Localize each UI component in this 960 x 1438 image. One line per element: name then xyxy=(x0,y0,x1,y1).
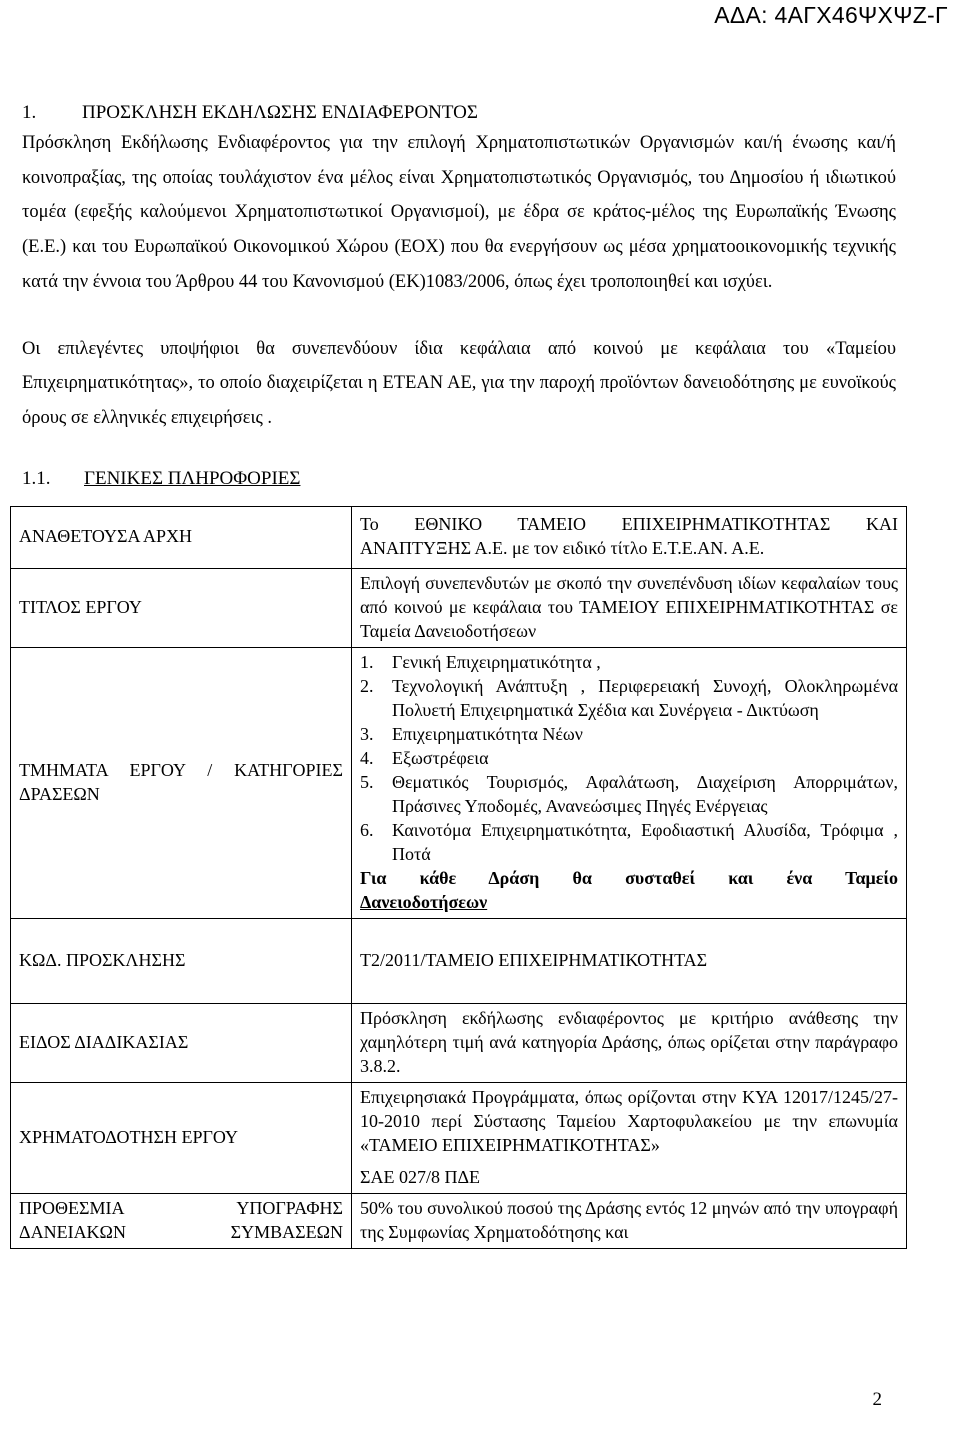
deadline-value: 50% του συνολικού ποσού της Δράσης εντός 12 μηνών από την υπογραφή της Συμφωνίας Χρηματοδότησης και xyxy=(352,1193,907,1248)
list-item-text: Γενική Επιχειρηματικότητα , xyxy=(392,651,601,672)
deadline-label: ΠΡΟΘΕΣΜΙΑ ΥΠΟΓΡΑΦΗΣ ΔΑΝΕΙΑΚΩΝ ΣΥΜΒΑΣΕΩΝ xyxy=(11,1193,352,1248)
table-row-title xyxy=(11,568,907,647)
call-code-label: ΚΩΔ. ΠΡΟΣΚΛΗΣΗΣ xyxy=(11,918,352,1003)
list-item-text: Επιχειρηματικότητα Νέων xyxy=(392,723,583,744)
section-title: ΠΡΟΣΚΛΗΣΗ ΕΚΔΗΛΩΣΗΣ ΕΝΔΙΑΦΕΡΟΝΤΟΣ xyxy=(82,102,478,123)
procedure-value: Πρόσκληση εκδήλωσης ενδιαφέροντος με κριτήριο ανάθεσης την χαμηλότερη τιμή ανά κατηγορία Δράσης, όπως ορίζεται στην παράγραφο 3.8.2. xyxy=(352,1003,907,1082)
authority-value xyxy=(352,506,907,568)
list-item xyxy=(360,746,898,770)
list-item-number: 3. xyxy=(360,723,374,744)
categories-value xyxy=(352,647,907,918)
authority-value-line-2: ΑΝΑΠΤΥΞΗΣ Α.Ε. με τον ειδικό τίτλο Ε.Τ.Ε.ΑΝ. Α.Ε. xyxy=(360,538,765,559)
call-code-value: Τ2/2011/ΤΑΜΕΙΟ ΕΠΙΧΕΙΡΗΜΑΤΙΚΟΤΗΤΑΣ xyxy=(352,918,907,1003)
project-title-value: Επιλογή συνεπενδυτών με σκοπό την συνεπένδυση ιδίων κεφαλαίων τους από κοινού με κεφάλαια του ΤΑΜΕΙΟΥ ΕΠΙΧΕΙΡΗΜΑΤΙΚΟΤΗΤΑΣ σε Ταμεία Δανειοδοτήσεων xyxy=(352,568,907,647)
list-item xyxy=(360,650,898,674)
table-row-procedure xyxy=(11,1003,907,1082)
table-row-code xyxy=(11,918,907,1003)
table-row-deadline xyxy=(11,1193,907,1248)
list-item-number: 5. xyxy=(360,771,374,792)
co-investment-paragraph: Οι επιλεγέντες υποψήφιοι θα συνεπενδύουν ίδια κεφάλαια από κοινού με κεφάλαια του «Ταμείου Επιχειρηματικότητας», το οποίο διαχειρίζεται η ΕΤΕΑΝ ΑΕ, για την παροχή προϊόντων δανειοδότησης με ευνοϊκούς όρους σε ελληνικές επιχειρήσεις . xyxy=(22,338,896,428)
subsection-number: 1.1. xyxy=(22,467,51,489)
list-item-text: Τεχνολογική Ανάπτυξη , Περιφερειακή Συνοχή, Ολοκληρωμένα Πολυετή Επιχειρηματικά Σχέδια και Συνέργεια - Δικτύωση xyxy=(392,675,898,720)
authority-value-line-1: Το ΕΘΝΙΚΟ ΤΑΜΕΙΟ ΕΠΙΧΕΙΡΗΜΑΤΙΚΟΤΗΤΑΣ ΚΑΙ xyxy=(360,514,898,535)
section-1-heading xyxy=(22,100,896,126)
table-row-authority xyxy=(11,506,907,568)
project-title-label: ΤΙΤΛΟΣ ΕΡΓΟΥ xyxy=(11,568,352,647)
table-row-funding xyxy=(11,1082,907,1193)
list-item-number: 2. xyxy=(360,675,374,696)
intro-paragraph: Πρόσκληση Εκδήλωσης Ενδιαφέροντος για την επιλογή Χρηματοπιστωτικών Οργανισμών και/ή ένωσης και/ή κοινοπραξίας, της οποίας τουλάχιστον ένα μέλος είναι Χρηματοπιστωτικός Οργανισμός, του Δημοσίου ή ιδιωτικού τομέα (εφεξής καλούμενοι Χρηματοπιστωτικοί Οργανισμοί), με έδρα σε κράτος-μέλος της Ευρωπαϊκής Ένωσης (Ε.Ε.) και του Ευρωπαϊκού Οικονομικού Χώρου (ΕΟΧ) που θα ενεργήσουν ως μέσα χρηματοοικονομικής τεχνικής κατά την έννοια του Άρθρου 44 του Κανονισμού (ΕΚ)1083/2006, όπως έχει τροποποιηθεί και ισχύει. xyxy=(22,133,896,292)
document-body xyxy=(19,100,898,1249)
funding-value-sae: ΣΑΕ 027/8 ΠΔΕ xyxy=(360,1166,481,1187)
subsection-title: ΓΕΝΙΚΕΣ ΠΛΗΡΟΦΟΡΙΕΣ xyxy=(84,467,301,489)
list-item xyxy=(360,674,898,722)
ada-code: ΑΔΑ: 4ΑΓΧ46ΨΧΨΖ-Γ xyxy=(714,2,948,28)
list-item-number: 4. xyxy=(360,747,374,768)
funding-value-text: Επιχειρησιακά Προγράμματα, όπως ορίζονται στην ΚΥΑ 12017/1245/27-10-2010 περί Σύστασης Ταμείου Χαρτοφυλακείου με την επωνυμία «ΤΑΜΕΙΟ ΕΠΙΧΕΙΡΗΜΑΤΙΚΟΤΗΤΑΣ» xyxy=(360,1086,898,1155)
list-item xyxy=(360,722,898,746)
section-1-1-heading xyxy=(22,466,896,492)
list-item-text: Εξωστρέφεια xyxy=(392,747,489,768)
list-item-number: 6. xyxy=(360,819,374,840)
page-number: 2 xyxy=(872,1389,882,1410)
categories-note-line-2: Δανειοδοτήσεων xyxy=(360,891,488,912)
table-row-categories xyxy=(11,647,907,918)
funding-value xyxy=(352,1082,907,1193)
authority-label: ΑΝΑΘΕΤΟΥΣΑ ΑΡΧΗ xyxy=(11,506,352,568)
list-item xyxy=(360,770,898,818)
list-item xyxy=(360,818,898,866)
procedure-label: ΕΙΔΟΣ ΔΙΑΔΙΚΑΣΙΑΣ xyxy=(11,1003,352,1082)
list-item-text: Καινοτόμα Επιχειρηματικότητα, Εφοδιαστική Αλυσίδα, Τρόφιμα , Ποτά xyxy=(392,819,898,864)
general-info-table xyxy=(10,506,907,1249)
funding-label: ΧΡΗΜΑΤΟΔΟΤΗΣΗ ΕΡΓΟΥ xyxy=(11,1082,352,1193)
categories-label: ΤΜΗΜΑΤΑ ΕΡΓΟΥ / ΚΑΤΗΓΟΡΙΕΣ ΔΡΑΣΕΩΝ xyxy=(11,647,352,918)
list-item-number: 1. xyxy=(360,651,374,672)
list-item-text: Θεματικός Τουρισμός, Αφαλάτωση, Διαχείριση Απορριμάτων, Πράσινες Υποδομές, Ανανεώσιμες Πηγές Ενέργειας xyxy=(392,771,898,816)
section-number: 1. xyxy=(22,102,37,123)
categories-note-line-1: Για κάθε Δράση θα συσταθεί και ένα Ταμείο xyxy=(360,867,898,888)
